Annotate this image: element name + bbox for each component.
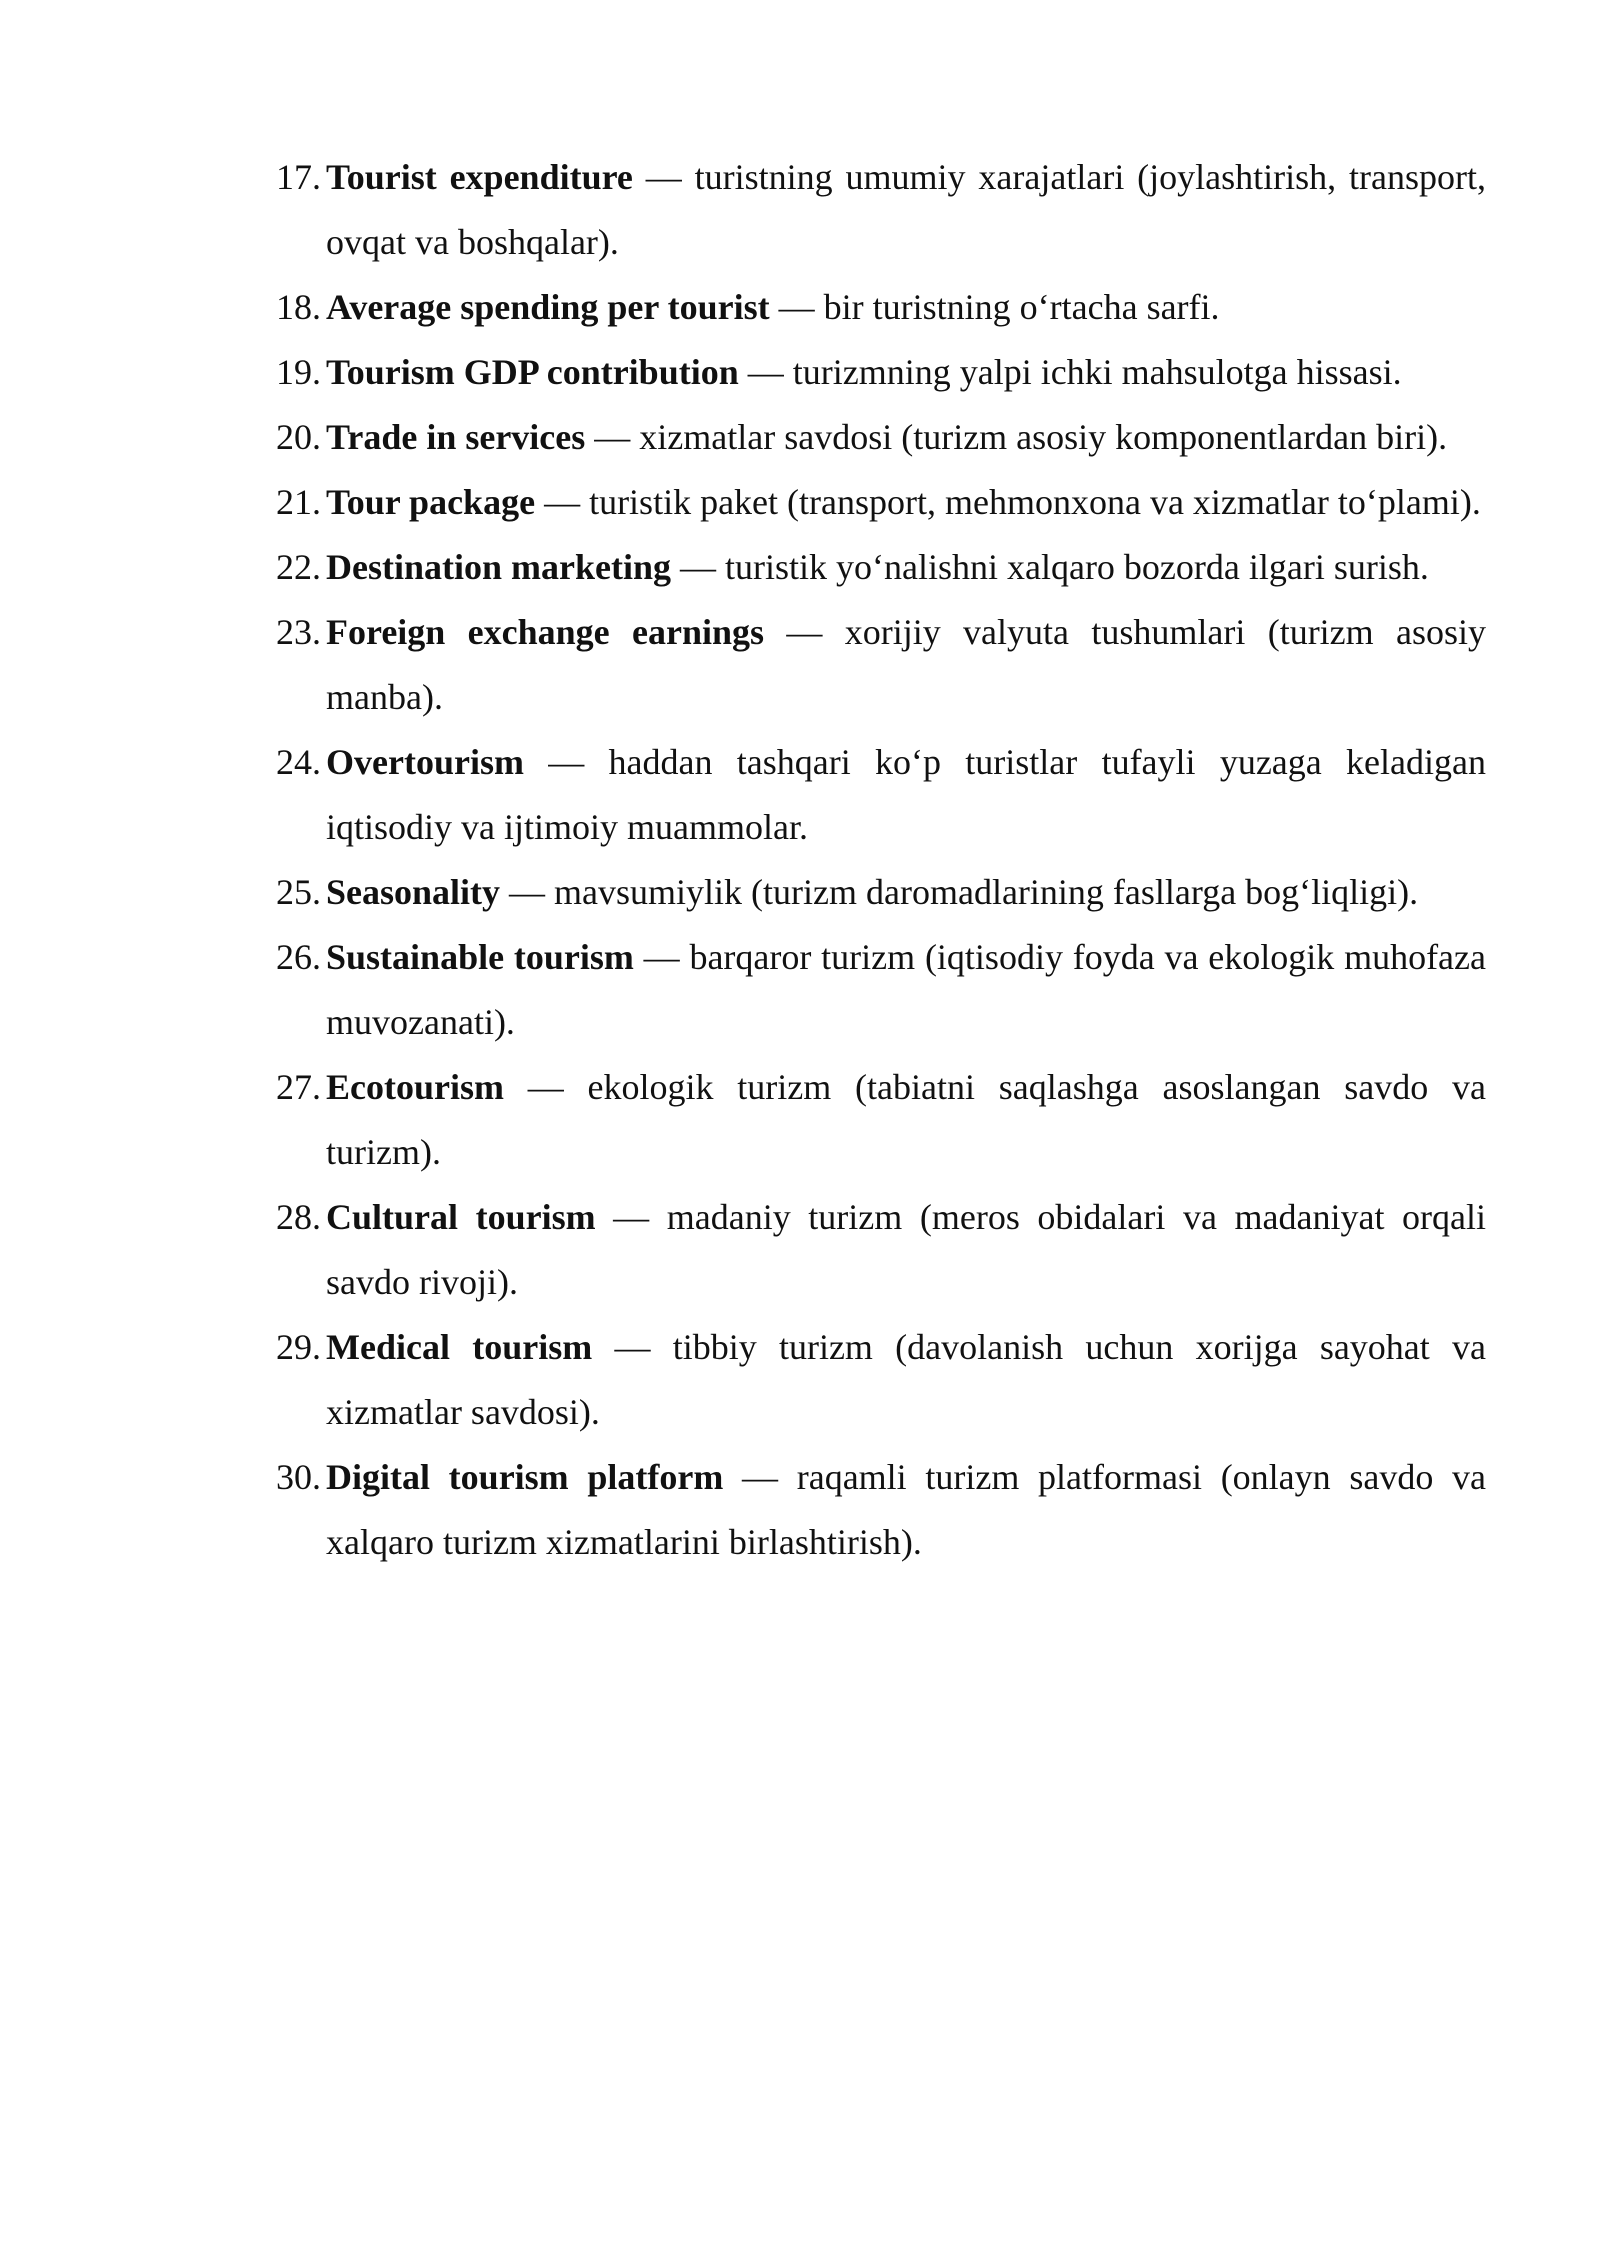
item-number: 21.: [276, 482, 321, 522]
glossary-item: [276, 275, 1486, 340]
term-title: Tour package: [326, 482, 536, 522]
term-separator: —: [535, 482, 590, 522]
term-title: Ecotourism: [326, 1067, 504, 1107]
term-separator: —: [769, 287, 824, 327]
glossary-item: [276, 1315, 1486, 1445]
term-separator: —: [671, 547, 725, 587]
glossary-item: [276, 860, 1486, 925]
term-title: Destination marketing: [326, 547, 671, 587]
glossary-item: [276, 405, 1486, 470]
term-title: Tourism GDP contribution: [326, 352, 739, 392]
term-separator: —: [595, 1197, 667, 1237]
glossary-item: [276, 340, 1486, 405]
item-number: 20.: [276, 417, 321, 457]
term-title: Digital tourism platform: [326, 1457, 724, 1497]
item-number: 23.: [276, 612, 321, 652]
term-definition: raqamli turizm platformasi (onlayn savdo va xalqaro turizm xizmatlarini birlashtirish).: [326, 1457, 1487, 1562]
item-number: 17.: [276, 157, 321, 197]
glossary-item: [276, 1055, 1486, 1185]
item-number: 18.: [276, 287, 321, 327]
term-title: Average spending per tourist: [326, 287, 770, 327]
item-number: 19.: [276, 352, 321, 392]
term-separator: —: [723, 1457, 797, 1497]
term-definition: xizmatlar savdosi (turizm asosiy komponentlardan biri).: [639, 417, 1448, 457]
term-separator: —: [503, 1067, 588, 1107]
item-number: 29.: [276, 1327, 321, 1367]
term-separator: —: [592, 1327, 673, 1367]
term-definition: ekologik turizm (tabiatni saqlashga asoslangan savdo va turizm).: [326, 1067, 1486, 1172]
term-separator: —: [738, 352, 793, 392]
term-title: Seasonality: [326, 872, 501, 912]
item-number: 26.: [276, 937, 321, 977]
item-number: 25.: [276, 872, 321, 912]
term-definition: turistik paket (transport, mehmonxona va xizmatlar toʻplami).: [589, 482, 1481, 522]
term-separator: —: [764, 612, 845, 652]
term-definition: xorijiy valyuta tushumlari (turizm asosiy manba).: [326, 612, 1487, 717]
glossary-item: [276, 145, 1486, 275]
term-definition: madaniy turizm (meros obidalari va madaniyat orqali savdo rivoji).: [326, 1197, 1487, 1302]
item-number: 22.: [276, 547, 321, 587]
glossary-item: [276, 1185, 1486, 1315]
term-separator: —: [500, 872, 555, 912]
glossary-item: [276, 1445, 1486, 1575]
item-number: 28.: [276, 1197, 321, 1237]
term-definition: bir turistning oʻrtacha sarfi.: [823, 287, 1220, 327]
item-number: 27.: [276, 1067, 321, 1107]
glossary-list: [276, 145, 1486, 1575]
term-separator: —: [523, 742, 609, 782]
glossary-item: [276, 925, 1486, 1055]
term-separator: —: [585, 417, 640, 457]
term-title: Sustainable tourism: [326, 937, 634, 977]
item-number: 24.: [276, 742, 321, 782]
term-definition: barqaror turizm (iqtisodiy foyda va ekologik muhofaza muvozanati).: [326, 937, 1486, 1042]
term-definition: mavsumiylik (turizm daromadlarining fasllarga bogʻliqligi).: [554, 872, 1419, 912]
term-title: Tourist expenditure: [326, 157, 633, 197]
term-title: Trade in services: [326, 417, 586, 457]
term-definition: turistning umumiy xarajatlari (joylashtirish, transport, ovqat va boshqalar).: [326, 157, 1487, 262]
term-title: Cultural tourism: [326, 1197, 596, 1237]
glossary-item: [276, 470, 1486, 535]
term-definition: tibbiy turizm (davolanish uchun xorijga sayohat va xizmatlar savdosi).: [326, 1327, 1487, 1432]
glossary-item: [276, 730, 1486, 860]
item-number: 30.: [276, 1457, 321, 1497]
glossary-item: [276, 600, 1486, 730]
term-separator: —: [633, 937, 690, 977]
glossary-item: [276, 535, 1486, 600]
term-separator: —: [632, 157, 695, 197]
term-definition: haddan tashqari koʻp turistlar tufayli yuzaga keladigan iqtisodiy va ijtimoiy muammolar.: [326, 742, 1486, 847]
term-title: Foreign exchange earnings: [326, 612, 765, 652]
term-title: Overtourism: [326, 742, 524, 782]
term-definition: turistik yoʻnalishni xalqaro bozorda ilgari surish.: [725, 547, 1429, 587]
term-definition: turizmning yalpi ichki mahsulotga hissasi.: [792, 352, 1402, 392]
term-title: Medical tourism: [326, 1327, 593, 1367]
